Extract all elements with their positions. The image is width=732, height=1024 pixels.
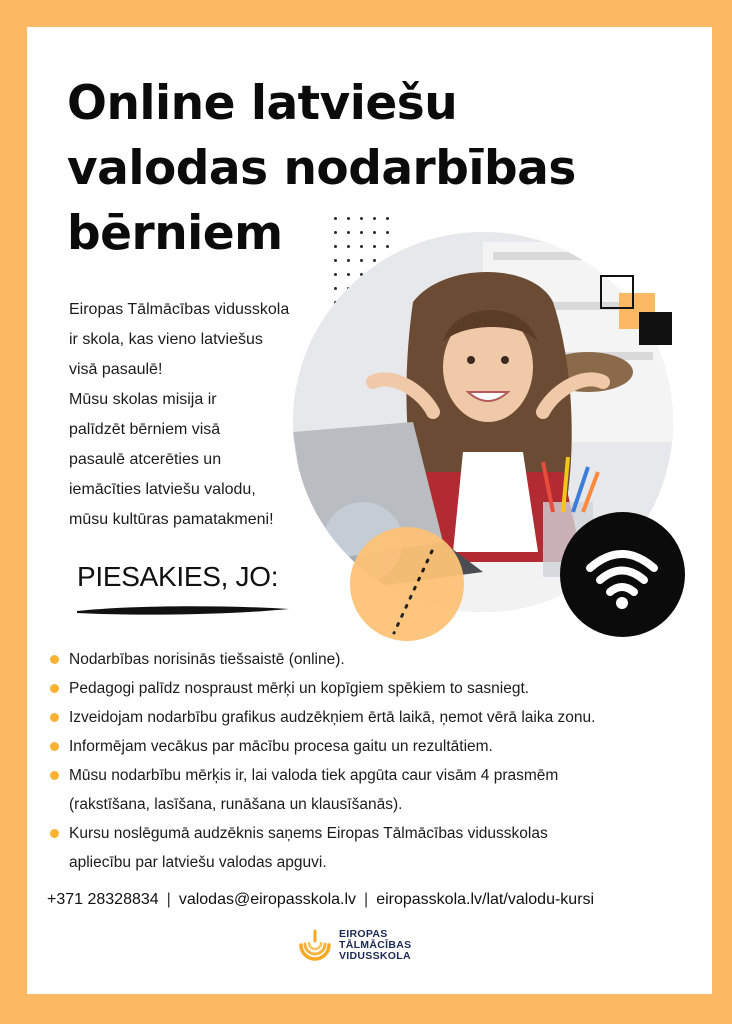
dot [334, 245, 337, 248]
logo-line: VIDUSSKOLA [339, 949, 411, 962]
title-line: valodas nodarbības [67, 141, 576, 196]
wifi-badge [560, 512, 685, 637]
list-item: Kursu noslēgumā audzēknis saņems Eiropas Tālmācības vidusskolas [49, 819, 709, 848]
dashed-line-decoration [350, 527, 464, 641]
dot [373, 259, 376, 262]
intro-line: Mūsu skolas misija ir [69, 391, 217, 408]
dot [386, 217, 389, 220]
intro-paragraph [69, 295, 329, 535]
title-line: Online latviešu [67, 76, 458, 131]
intro-line: Eiropas Tālmācības vidusskola [69, 301, 290, 318]
dot [347, 259, 350, 262]
dot [334, 287, 337, 290]
dot [373, 217, 376, 220]
logo-line: EIROPAS [339, 927, 388, 940]
outline-square-decoration [600, 275, 634, 309]
list-item: Izveidojam nodarbību grafikus audzēkņiem ērtā laikā, ņemot vērā laika zonu. [49, 703, 709, 732]
contact-line [47, 891, 707, 909]
brush-underline-decoration [75, 603, 291, 617]
list-item: Informējam vecākus par mācību procesa gaitu un rezultātiem. [49, 732, 709, 761]
intro-line: mūsu kultūras pamatakmeni! [69, 511, 274, 528]
phone-link[interactable]: +371 28328834 [47, 891, 159, 908]
list-item: Mūsu nodarbību mērķis ir, lai valoda tiek apgūta caur visām 4 prasmēm [49, 761, 709, 790]
dot [347, 245, 350, 248]
dot [373, 245, 376, 248]
dot [360, 259, 363, 262]
separator: | [364, 891, 369, 908]
school-logo-icon [297, 927, 333, 963]
dot [360, 231, 363, 234]
list-item-continuation: apliecību par latviešu valodas apguvi. [69, 854, 327, 871]
dot [334, 231, 337, 234]
school-logo [297, 927, 411, 963]
school-logo-text [339, 929, 411, 962]
dot [347, 217, 350, 220]
intro-line: iemācīties latviešu valodu, [69, 481, 256, 498]
dot [334, 217, 337, 220]
black-square-decoration [639, 312, 672, 345]
orange-circle-decoration [350, 527, 464, 641]
title-line: bērniem [67, 206, 283, 261]
dot [334, 273, 337, 276]
cta-heading: PIESAKIES, JO: [77, 561, 279, 592]
dot [347, 273, 350, 276]
intro-line: visā pasaulē! [69, 361, 163, 378]
dot [334, 259, 337, 262]
dot [386, 231, 389, 234]
logo-line: TĀLMĀCĪBAS [339, 938, 412, 951]
intro-line: palīdzēt bērniem visā [69, 421, 221, 438]
dot [360, 245, 363, 248]
intro-line: ir skola, kas vieno latviešus [69, 331, 263, 348]
wifi-icon [560, 512, 685, 637]
dot [360, 217, 363, 220]
benefits-list [49, 645, 709, 877]
website-link[interactable]: eiropasskola.lv/lat/valodu-kursi [376, 891, 595, 908]
poster-card [27, 27, 712, 994]
dot [347, 231, 350, 234]
list-item: Nodarbības norisinās tiešsaistē (online). [49, 645, 709, 674]
dot [386, 245, 389, 248]
intro-line: pasaulē atcerēties un [69, 451, 222, 468]
list-item-continuation: (rakstīšana, lasīšana, runāšana un klausīšanās). [69, 796, 403, 813]
email-link[interactable]: valodas@eiropasskola.lv [178, 891, 357, 908]
list-item: Pedagogi palīdz nospraust mērķi un kopīgiem spēkiem to sasniegt. [49, 674, 709, 703]
dot [373, 231, 376, 234]
separator: | [166, 891, 171, 908]
